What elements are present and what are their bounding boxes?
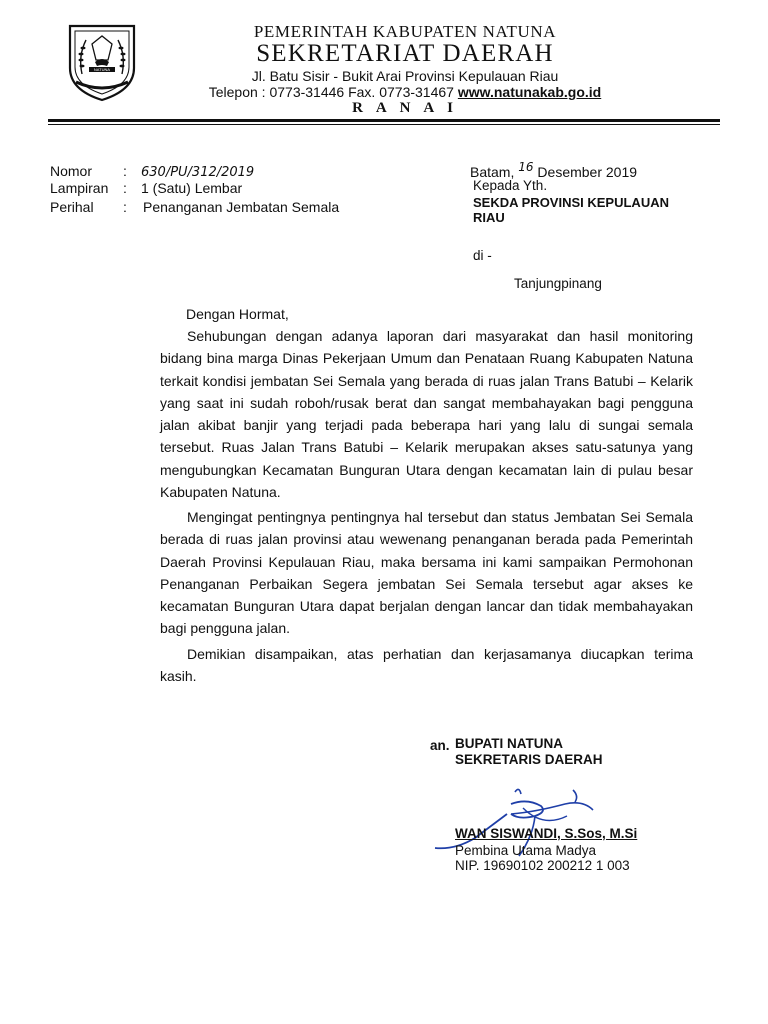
date-day: 16 [518, 160, 534, 174]
letterhead-address: Jl. Batu Sisir - Bukit Arai Provinsi Kepulauan Riau [251, 68, 559, 84]
svg-text:NATUNA: NATUNA [93, 67, 111, 72]
letterhead-office: SEKRETARIAT DAERAH [256, 40, 554, 67]
perihal-label: Perihal [50, 199, 94, 215]
recipient-name-line2: RIAU [473, 210, 505, 225]
nomor-value: 630/PU/312/2019 [141, 165, 255, 180]
lampiran-colon: : [123, 180, 127, 196]
letterhead-contact [150, 84, 660, 100]
lampiran-label: Lampiran [50, 180, 109, 196]
signatory-nip: NIP. 19690102 200212 1 003 [455, 858, 630, 873]
recipient-di: di - [473, 248, 492, 263]
body-paragraph-3: Demikian disampaikan, atas perhatian dan kerjasamanya diucapkan terima kasih. [160, 646, 693, 685]
recipient-greeting: Kepada Yth. [473, 178, 548, 193]
nomor-label: Nomor [50, 163, 93, 179]
signature-office-1: BUPATI NATUNA [455, 736, 563, 751]
lampiran-value: 1 (Satu) Lembar [141, 180, 243, 196]
recipient-place: Tanjungpinang [514, 276, 602, 291]
letterhead-rule-thin [48, 124, 720, 125]
signature-an: an. [430, 738, 450, 753]
date-month-year: Desember 2019 [537, 164, 638, 180]
signatory-rank: Pembina Utama Madya [455, 843, 597, 858]
letterhead-government: PEMERINTAH KABUPATEN NATUNA [253, 22, 557, 41]
perihal-colon: : [123, 199, 127, 215]
letterhead-website-link[interactable]: www.natunakab.go.id [457, 84, 602, 100]
nomor-colon: : [123, 163, 127, 179]
natuna-emblem-logo [62, 22, 142, 102]
letterhead-phone: Telepon : 0773-31446 Fax. 0773-31467 [208, 84, 454, 100]
body-paragraph-2: Mengingat pentingnya pentingnya hal tersebut dan status Jembatan Sei Semala berada di ruas jalan provinsi atau wewenang penanganan berada pada Pemerintah Daerah Provinsi Kepulauan Riau, maka bersama ini kami sampaikan Permohonan Penanganan Perbaikan Segera jembatan Sei Semala tersebut agar akses ke kecamatan Bunguran Utara dapat berjalan dengan lancar dan tidak membahayakan bagi pengguna jalan. [160, 509, 693, 637]
letterhead-rule-thick [48, 119, 720, 122]
signatory-name: WAN SISWANDI, S.Sos, M.Si [455, 826, 638, 841]
signature-office-2: SEKRETARIS DAERAH [455, 752, 603, 767]
perihal-value: Penanganan Jembatan Semala [143, 199, 340, 215]
date-city: Batam, [470, 164, 515, 180]
letterhead-city: R A N A I [352, 100, 458, 116]
recipient-name-line1: SEKDA PROVINSI KEPULAUAN [473, 195, 669, 210]
salutation: Dengan Hormat, [186, 306, 289, 322]
body-paragraph-1: Sehubungan dengan adanya laporan dari masyarakat dan hasil monitoring bidang bina marga Dinas Pekerjaan Umum dan Penataan Ruang Kabupaten Natuna terkait kondisi jembatan Sei Semala yang berada di ruas jalan Trans Batubi – Kelarik yang saat ini sudah roboh/rusak berat dan sangat membahayakan bagi pengguna jalan akibat banjir yang terjadi pada beberapa hari yang lalu di sungai semala tersebut. Ruas Jalan Trans Batubi – Kelarik merupakan akses satu-satunya yang mengubungkan Kecamatan Bunguran Utara dengan kecamatan lain di pulau besar Kabupaten Natuna. [160, 328, 693, 501]
